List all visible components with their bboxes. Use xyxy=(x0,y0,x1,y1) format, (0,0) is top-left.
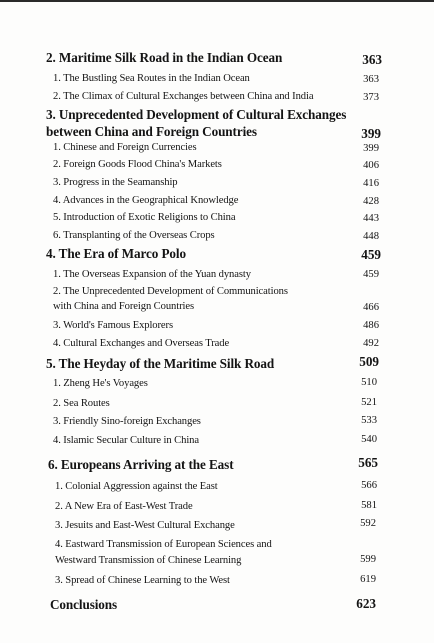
item-title: 3. Jesuits and East-West Cultural Exchange xyxy=(55,520,235,531)
item-title-line-1: 4. Eastward Transmission of European Sciences and xyxy=(55,539,272,550)
item-title: 2. Sea Routes xyxy=(53,398,110,409)
chapter-page: 459 xyxy=(361,247,381,262)
item-title: 1. The Overseas Expansion of the Yuan dynasty xyxy=(53,269,251,280)
chapter-title: 6. Europeans Arriving at the East xyxy=(48,457,234,472)
item-title: 3. Spread of Chinese Learning to the West xyxy=(55,575,230,586)
item-page: 459 xyxy=(363,269,379,280)
item-page: 540 xyxy=(361,434,377,445)
item-title: 6. Transplanting of the Overseas Crops xyxy=(53,230,215,241)
item-page: 521 xyxy=(361,397,377,408)
item-title: 2. The Climax of Cultural Exchanges between China and India xyxy=(53,91,314,102)
item-page: 592 xyxy=(360,518,376,529)
item-title: 1. Zheng He's Voyages xyxy=(53,378,148,389)
item-page: 416 xyxy=(363,178,379,189)
item-title: 1. The Bustling Sea Routes in the Indian Ocean xyxy=(53,73,250,84)
chapter-page: 363 xyxy=(362,52,382,67)
item-title: 1. Colonial Aggression against the East xyxy=(55,481,218,492)
chapter-title-line-2: between China and Foreign Countries xyxy=(46,124,257,139)
item-page: 428 xyxy=(363,196,379,207)
item-title: 4. Islamic Secular Culture in China xyxy=(53,435,199,446)
item-title-line-1: 2. The Unprecedented Development of Communications xyxy=(53,286,288,297)
item-page: 533 xyxy=(361,415,377,426)
item-page: 566 xyxy=(361,480,377,491)
item-page: 486 xyxy=(363,320,379,331)
item-title: 4. Advances in the Geographical Knowledge xyxy=(53,195,239,206)
item-page: 466 xyxy=(363,302,379,313)
item-page: 619 xyxy=(360,574,376,585)
item-title-line-2: with China and Foreign Countries xyxy=(53,301,194,312)
item-page: 406 xyxy=(363,160,379,171)
item-page: 443 xyxy=(363,213,379,224)
chapter-title: 4. The Era of Marco Polo xyxy=(46,246,186,261)
item-title: 5. Introduction of Exotic Religions to China xyxy=(53,212,236,223)
item-title-line-2: Westward Transmission of Chinese Learning xyxy=(55,555,242,566)
top-rule xyxy=(0,0,434,2)
item-page: 510 xyxy=(361,377,377,388)
item-page: 448 xyxy=(363,231,379,242)
conclusions-page: 623 xyxy=(356,596,376,611)
chapter-page: 565 xyxy=(358,455,378,470)
chapter-title-line-1: 3. Unprecedented Development of Cultural Exchanges xyxy=(46,107,347,122)
item-title: 1. Chinese and Foreign Currencies xyxy=(53,142,197,153)
item-page: 599 xyxy=(360,554,376,565)
item-title: 2. A New Era of East-West Trade xyxy=(55,501,193,512)
chapter-title: 5. The Heyday of the Maritime Silk Road xyxy=(46,356,275,371)
item-title: 3. Progress in the Seamanship xyxy=(53,177,178,188)
chapter-page: 509 xyxy=(359,354,379,369)
conclusions-title: Conclusions xyxy=(50,597,118,612)
chapter-title: 2. Maritime Silk Road in the Indian Ocean xyxy=(46,50,283,65)
chapter-page: 399 xyxy=(361,126,381,141)
item-title: 4. Cultural Exchanges and Overseas Trade xyxy=(53,338,230,349)
item-page: 581 xyxy=(361,500,377,511)
item-page: 363 xyxy=(363,74,379,85)
item-page: 492 xyxy=(363,338,379,349)
item-page: 399 xyxy=(363,143,379,154)
item-title: 3. World's Famous Explorers xyxy=(53,320,173,331)
item-title: 2. Foreign Goods Flood China's Markets xyxy=(53,159,222,170)
item-title: 3. Friendly Sino-foreign Exchanges xyxy=(53,416,201,427)
item-page: 373 xyxy=(363,92,379,103)
